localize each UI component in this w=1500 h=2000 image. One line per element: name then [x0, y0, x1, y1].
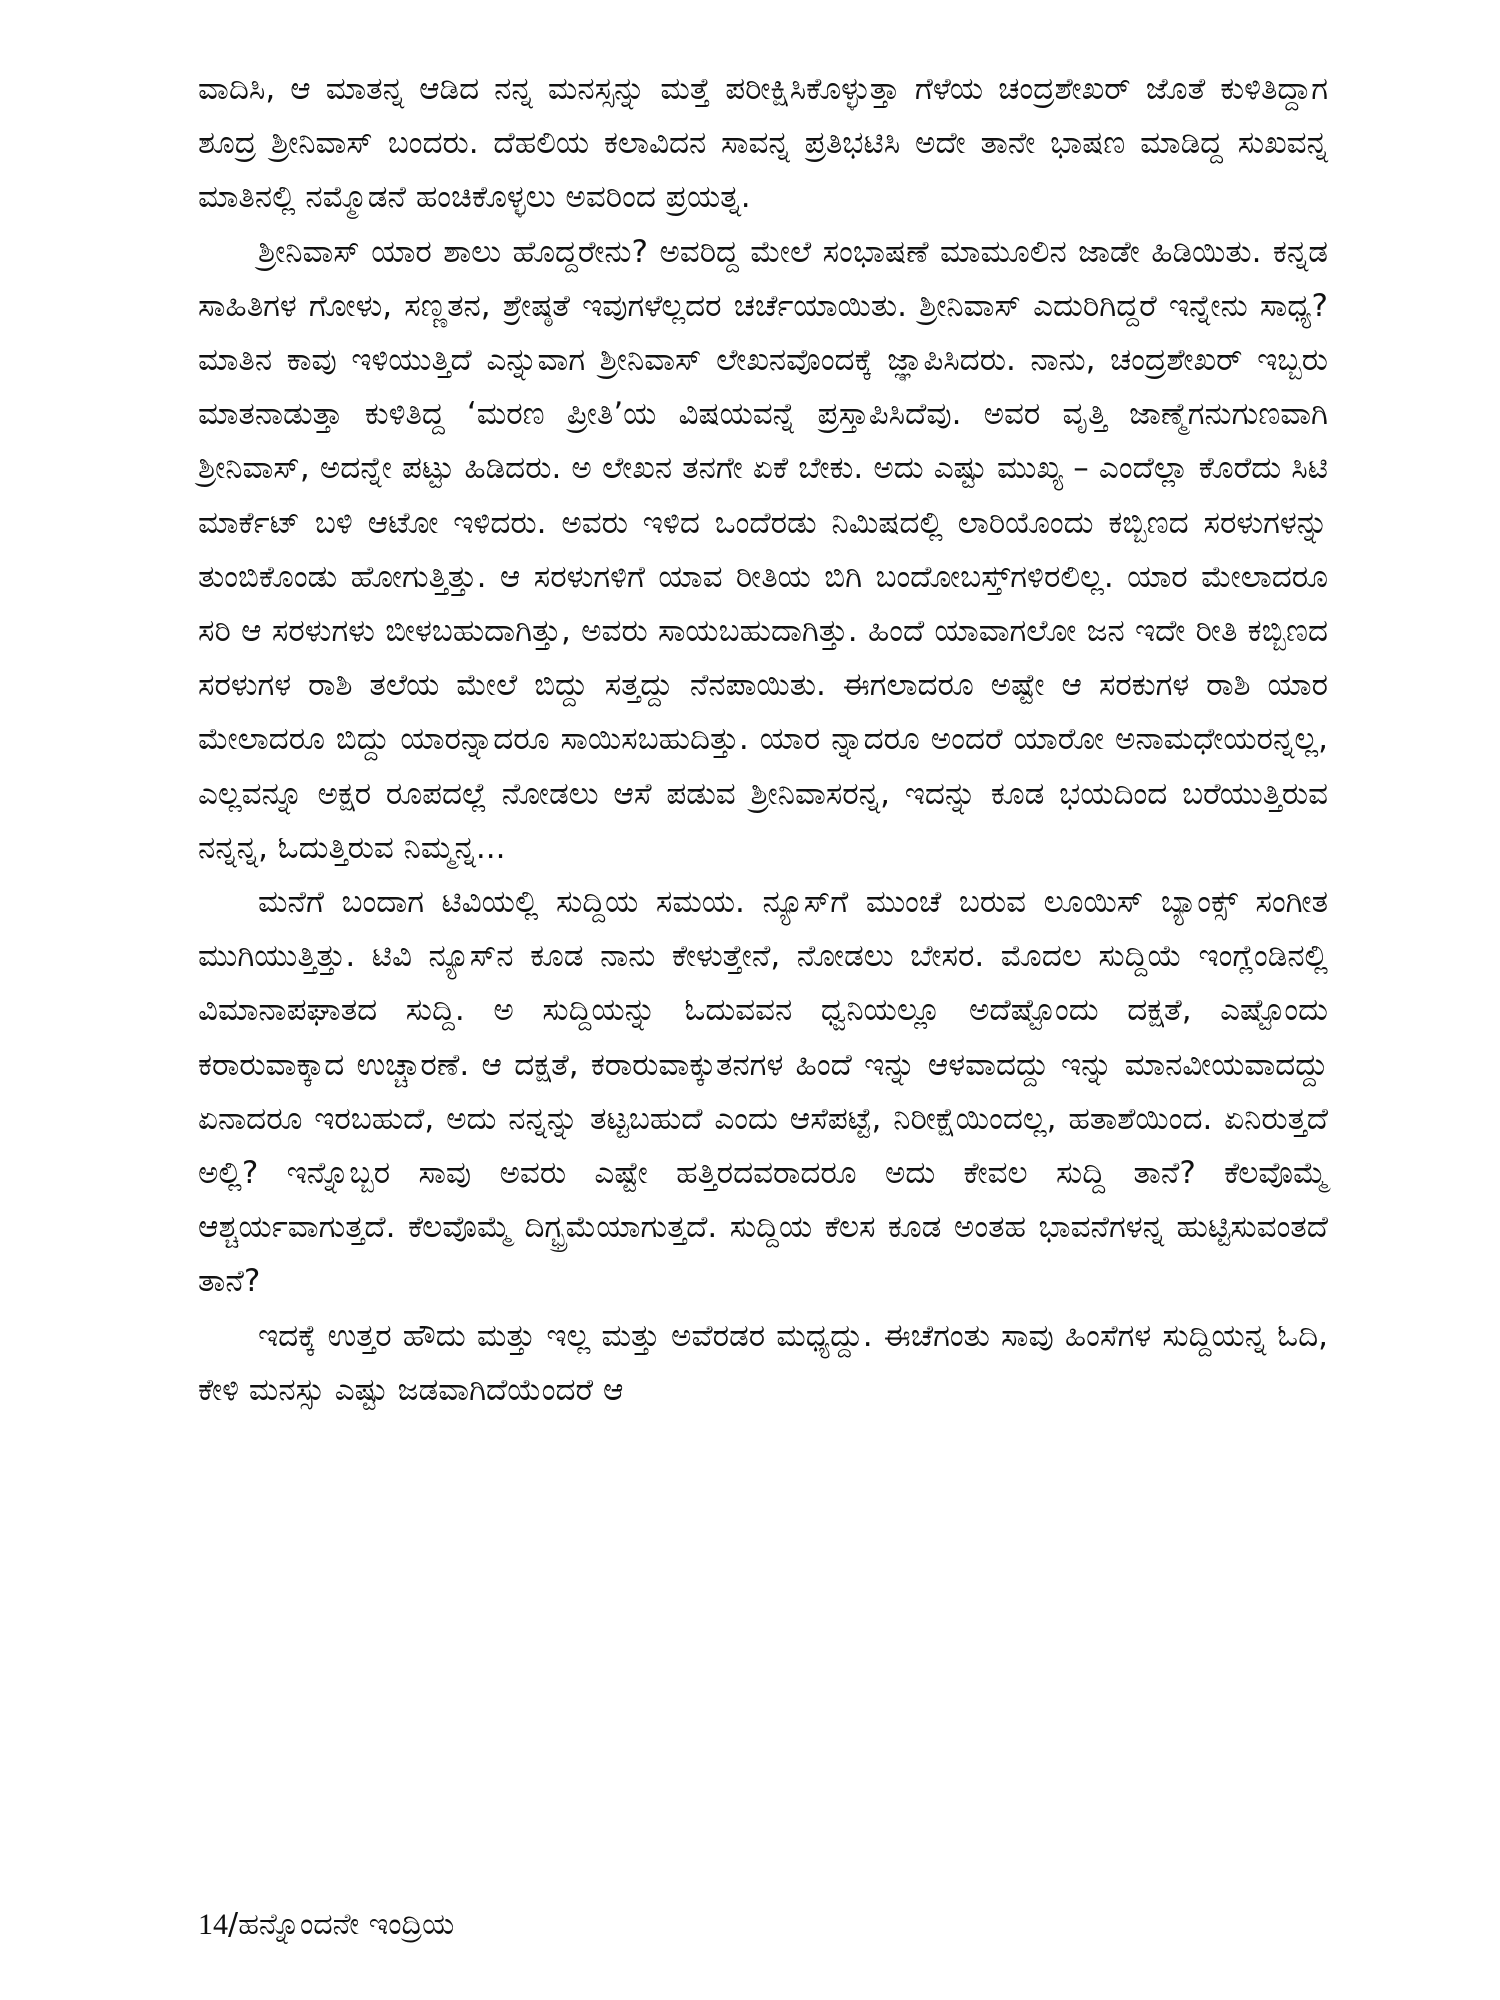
paragraph-2: ಶ್ರೀನಿವಾಸ್ ಯಾರ ಶಾಲು ಹೊದ್ದರೇನು? ಅವರಿದ್ದ ಮೇಲೆ ಸಂಭಾಷಣೆ ಮಾಮೂಲಿನ ಜಾಡೇ ಹಿಡಿಯಿತು. ಕನ್ನಡ ಸಾಹಿತಿಗಳ ಗೋಳು, ಸಣ್ಣತನ, ಶ್ರೇಷ್ಠತೆ ಇವುಗಳೆಲ್ಲದರ ಚರ್ಚೆಯಾಯಿತು. ಶ್ರೀನಿವಾಸ್ ಎದುರಿಗಿದ್ದರೆ ಇನ್ನೇನು ಸಾಧ್ಯ? ಮಾತಿನ ಕಾವು ಇಳಿಯುತ್ತಿದೆ ಎನ್ನುವಾಗ ಶ್ರೀನಿವಾಸ್ ಲೇಖನವೊಂದಕ್ಕೆ ಜ್ಞಾಪಿಸಿದರು. ನಾನು, ಚಂದ್ರಶೇಖರ್ ಇಬ್ಬರು ಮಾತನಾಡುತ್ತಾ ಕುಳಿತಿದ್ದ ‘ಮರಣ ಪ್ರೀತಿ’ಯ ವಿಷಯವನ್ನೆ ಪ್ರಸ್ತಾಪಿಸಿದೆವು. ಅವರ ವೃತ್ತಿ ಜಾಣ್ಮೆಗನುಗುಣವಾಗಿ ಶ್ರೀನಿವಾಸ್, ಅದನ್ನೇ ಪಟ್ಟು ಹಿಡಿದರು. ಅ ಲೇಖನ ತನಗೇ ಏಕೆ ಬೇಕು. ಅದು ಎಷ್ಟು ಮುಖ್ಯ – ಎಂದೆಲ್ಲಾ ಕೊರೆದು ಸಿಟಿ ಮಾರ್ಕೆಟ್ ಬಳಿ ಆಟೋ ಇಳಿದರು. ಅವರು ಇಳಿದ ಒಂದೆರಡು ನಿಮಿಷದಲ್ಲಿ ಲಾರಿಯೊಂದು ಕಬ್ಬಿಣದ ಸರಳುಗಳನ್ನು ತುಂಬಿಕೊಂಡು ಹೋಗುತ್ತಿತ್ತು. ಆ ಸರಳುಗಳಿಗೆ ಯಾವ ರೀತಿಯ ಬಿಗಿ ಬಂದೋಬಸ್ತ್‌ಗಳಿರಲಿಲ್ಲ. ಯಾರ ಮೇಲಾದರೂ ಸರಿ ಆ ಸರಳುಗಳು ಬೀಳಬಹುದಾಗಿತ್ತು, ಅವರು ಸಾಯಬಹುದಾಗಿತ್ತು. ಹಿಂದೆ ಯಾವಾಗಲೋ ಜನ ಇದೇ ರೀತಿ ಕಬ್ಬಿಣದ ಸರಳುಗಳ ರಾಶಿ ತಲೆಯ ಮೇಲೆ ಬಿದ್ದು ಸತ್ತದ್ದು ನೆನಪಾಯಿತು. ಈಗಲಾದರೂ ಅಷ್ಟೇ ಆ ಸರಕುಗಳ ರಾಶಿ ಯಾರ ಮೇಲಾದರೂ ಬಿದ್ದು ಯಾರನ್ನಾದರೂ ಸಾಯಿಸಬಹುದಿತ್ತು. ಯಾರ ನ್ನಾದರೂ ಅಂದರೆ ಯಾರೋ ಅನಾಮಧೇಯರನ್ನಲ್ಲ, ಎಲ್ಲವನ್ನೂ ಅಕ್ಷರ ರೂಪದಲ್ಲೆ ನೋಡಲು ಆಸೆ ಪಡುವ ಶ್ರೀನಿವಾಸರನ್ನ, ಇದನ್ನು ಕೂಡ ಭಯದಿಂದ ಬರೆಯುತ್ತಿರುವ ನನ್ನನ್ನ, ಓದುತ್ತಿರುವ ನಿಮ್ಮನ್ನ... — [198, 233, 1328, 866]
body-text — [198, 62, 1328, 1417]
footer-separator: / — [228, 1907, 239, 1942]
page-footer — [198, 1905, 454, 1945]
book-title: ಹನ್ನೊಂದನೇ ಇಂದ್ರಿಯ — [238, 1907, 455, 1942]
paragraph-1: ವಾದಿಸಿ, ಆ ಮಾತನ್ನ ಆಡಿದ ನನ್ನ ಮನಸ್ಸನ್ನು ಮತ್ತೆ ಪರೀಕ್ಷಿಸಿಕೊಳ್ಳುತ್ತಾ ಗೆಳೆಯ ಚಂದ್ರಶೇಖರ್ ಜೊತೆ ಕುಳಿತಿದ್ದಾಗ ಶೂದ್ರ ಶ್ರೀನಿವಾಸ್ ಬಂದರು. ದೆಹಲಿಯ ಕಲಾವಿದನ ಸಾವನ್ನ ಪ್ರತಿಭಟಿಸಿ ಅದೇ ತಾನೇ ಭಾಷಣ ಮಾಡಿದ್ದ ಸುಖವನ್ನ ಮಾತಿನಲ್ಲಿ ನಮ್ಮೊಡನೆ ಹಂಚಿಕೊಳ್ಳಲು ಅವರಿಂದ ಪ್ರಯತ್ನ. — [198, 71, 1328, 216]
paragraph-4: ಇದಕ್ಕೆ ಉತ್ತರ ಹೌದು ಮತ್ತು ಇಲ್ಲ ಮತ್ತು ಅವೆರಡರ ಮಧ್ಯದ್ದು. ಈಚೆಗಂತು ಸಾವು ಹಿಂಸೆಗಳ ಸುದ್ದಿಯನ್ನ ಓದಿ, ಕೇಳಿ ಮನಸ್ಸು ಎಷ್ಟು ಜಡವಾಗಿದೆಯೆಂದರೆ ಆ — [198, 1317, 1328, 1408]
page-number: 14 — [198, 1908, 228, 1941]
paragraph-3: ಮನೆಗೆ ಬಂದಾಗ ಟಿವಿಯಲ್ಲಿ ಸುದ್ದಿಯ ಸಮಯ. ನ್ಯೂಸ್‌ಗೆ ಮುಂಚೆ ಬರುವ ಲೂಯಿಸ್ ಬ್ಯಾಂಕ್ಸ್ ಸಂಗೀತ ಮುಗಿಯುತ್ತಿತ್ತು. ಟಿವಿ ನ್ಯೂಸ್‌ನ ಕೂಡ ನಾನು ಕೇಳುತ್ತೇನೆ, ನೋಡಲು ಬೇಸರ. ಮೊದಲ ಸುದ್ದಿಯೆ ಇಂಗ್ಲೆಂಡಿನಲ್ಲಿ ವಿಮಾನಾಪಘಾತದ ಸುದ್ದಿ. ಅ ಸುದ್ದಿಯನ್ನು ಓದುವವನ ಧ್ವನಿಯಲ್ಲೂ ಅದೆಷ್ಟೊಂದು ದಕ್ಷತೆ, ಎಷ್ಟೊಂದು ಕರಾರುವಾಕ್ಕಾದ ಉಚ್ಚಾರಣೆ. ಆ ದಕ್ಷತೆ, ಕರಾರುವಾಕ್ಕುತನಗಳ ಹಿಂದೆ ಇನ್ನು ಆಳವಾದದ್ದು ಇನ್ನು ಮಾನವೀಯವಾದದ್ದು ಏನಾದರೂ ಇರಬಹುದೆ, ಅದು ನನ್ನನ್ನು ತಟ್ಟಬಹುದೆ ಎಂದು ಆಸೆಪಟ್ಟೆ, ನಿರೀಕ್ಷೆಯಿಂದಲ್ಲ, ಹತಾಶೆಯಿಂದ. ಏನಿರುತ್ತದೆ ಅಲ್ಲಿ? ಇನ್ನೊಬ್ಬರ ಸಾವು ಅವರು ಎಷ್ಟೇ ಹತ್ತಿರದವರಾದರೂ ಅದು ಕೇವಲ ಸುದ್ದಿ ತಾನೆ? ಕೆಲವೊಮ್ಮೆ ಆಶ್ಚರ್ಯವಾಗುತ್ತದೆ. ಕೆಲವೊಮ್ಮೆ ದಿಗ್ಭ್ರಮೆಯಾಗುತ್ತದೆ. ಸುದ್ದಿಯ ಕೆಲಸ ಕೂಡ ಅಂತಹ ಭಾವನೆಗಳನ್ನ ಹುಟ್ಟಿಸುವಂತದೆ ತಾನೆ? — [198, 884, 1328, 1300]
